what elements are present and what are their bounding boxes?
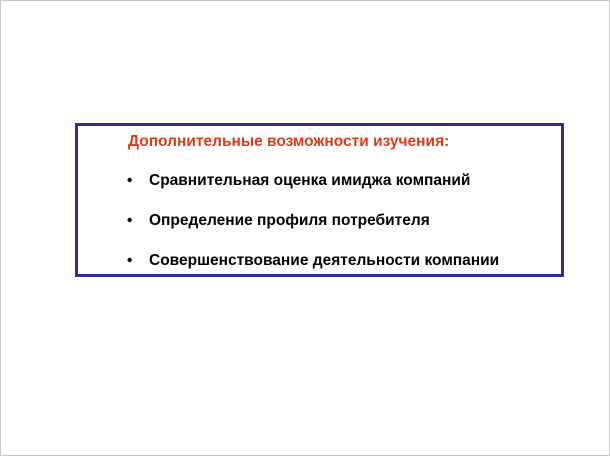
bullet-icon: • — [127, 252, 133, 269]
list-item — [127, 251, 499, 291]
list-item-text: Совершенствование деятельности компании — [149, 252, 500, 269]
bullet-list — [127, 171, 499, 291]
list-item — [127, 171, 499, 211]
list-item-text: Определение профиля потребителя — [149, 212, 430, 229]
bullet-icon: • — [127, 172, 133, 189]
box-heading: Дополнительные возможности изучения: — [128, 133, 450, 150]
list-item — [127, 211, 499, 251]
bullet-icon: • — [127, 212, 133, 229]
content-box — [75, 123, 564, 277]
list-item-text: Сравнительная оценка имиджа компаний — [149, 172, 471, 189]
